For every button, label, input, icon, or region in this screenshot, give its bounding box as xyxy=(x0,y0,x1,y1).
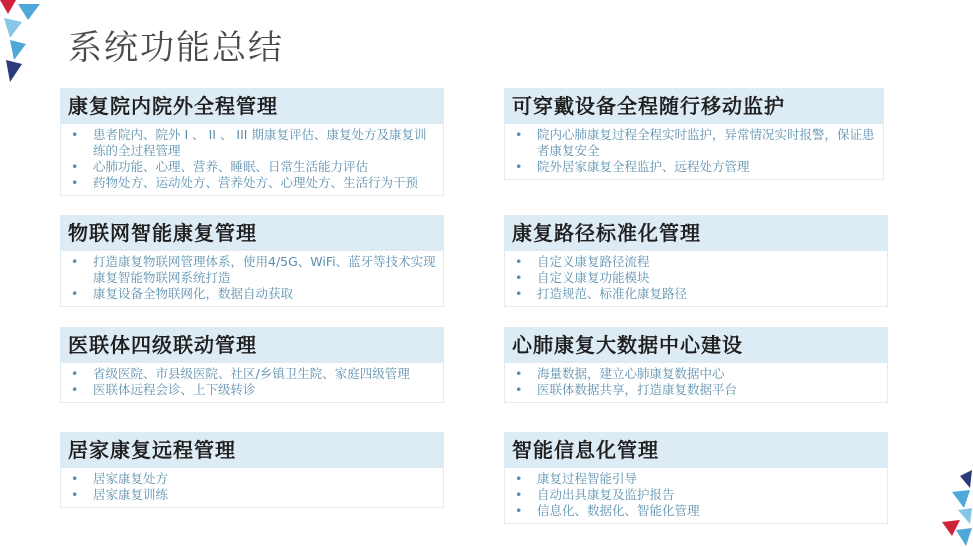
list-item: • 居家康复处方 xyxy=(67,471,437,487)
card-title: 康复路径标准化管理 xyxy=(504,215,888,251)
list-item: • 医联体数据共享，打造康复数据平台 xyxy=(511,382,881,398)
bullet-list xyxy=(67,127,437,191)
list-item: • 康复过程智能引导 xyxy=(511,471,881,487)
card-title: 心肺康复大数据中心建设 xyxy=(504,327,888,363)
list-item: • 居家康复训练 xyxy=(67,487,437,503)
top-left-decoration xyxy=(0,0,44,90)
list-item: • 海量数据，建立心肺康复数据中心 xyxy=(511,366,881,382)
list-item: • 药物处方、运动处方、营养处方、心理处方、生活行为干预 xyxy=(67,175,437,191)
card-title: 康复院内院外全程管理 xyxy=(60,88,444,124)
list-item: • 康复设备全物联网化，数据自动获取 xyxy=(67,286,437,302)
bullet-list xyxy=(67,471,437,503)
bullet-list xyxy=(511,366,881,398)
list-item: • 自定义康复路径流程 xyxy=(511,254,881,270)
list-item: • 打造规范、标准化康复路径 xyxy=(511,286,881,302)
card-title: 居家康复远程管理 xyxy=(60,432,444,468)
list-item: • 院内心肺康复过程全程实时监护，异常情况实时报警，保证患者康复安全 xyxy=(511,127,877,159)
card-wearable-monitoring xyxy=(504,88,884,180)
card-home-remote xyxy=(60,432,444,508)
card-title: 物联网智能康复管理 xyxy=(60,215,444,251)
bullet-list xyxy=(511,127,877,175)
list-item: • 打造康复物联网管理体系，使用4/5G、WiFi、蓝牙等技术实现康复智能物联网系统打造 xyxy=(67,254,437,286)
list-item: • 医联体远程会诊、上下级转诊 xyxy=(67,382,437,398)
list-item: • 心肺功能、心理、营养、睡眠、日常生活能力评估 xyxy=(67,159,437,175)
list-item: • 自定义康复功能模块 xyxy=(511,270,881,286)
bottom-right-decoration xyxy=(930,470,973,547)
card-pathway-standardization xyxy=(504,215,888,307)
card-rehab-full-process xyxy=(60,88,444,196)
list-item: • 患者院内、院外 I 、 II 、 III 期康复评估、康复处方及康复训练的全过程管理 xyxy=(67,127,437,159)
card-medical-alliance xyxy=(60,327,444,403)
card-title: 智能信息化管理 xyxy=(504,432,888,468)
list-item: • 信息化、数据化、智能化管理 xyxy=(511,503,881,519)
bullet-list xyxy=(511,471,881,519)
card-big-data-center xyxy=(504,327,888,403)
bullet-list xyxy=(67,254,437,302)
card-title: 医联体四级联动管理 xyxy=(60,327,444,363)
card-intelligent-info xyxy=(504,432,888,524)
card-title: 可穿戴设备全程随行移动监护 xyxy=(504,88,884,124)
card-iot-rehab xyxy=(60,215,444,307)
bullet-list xyxy=(511,254,881,302)
list-item: • 院外居家康复全程监护、远程处方管理 xyxy=(511,159,877,175)
page-title: 系统功能总结 xyxy=(68,28,284,68)
bullet-list xyxy=(67,366,437,398)
list-item: • 省级医院、市县级医院、社区/乡镇卫生院、家庭四级管理 xyxy=(67,366,437,382)
list-item: • 自动出具康复及监护报告 xyxy=(511,487,881,503)
